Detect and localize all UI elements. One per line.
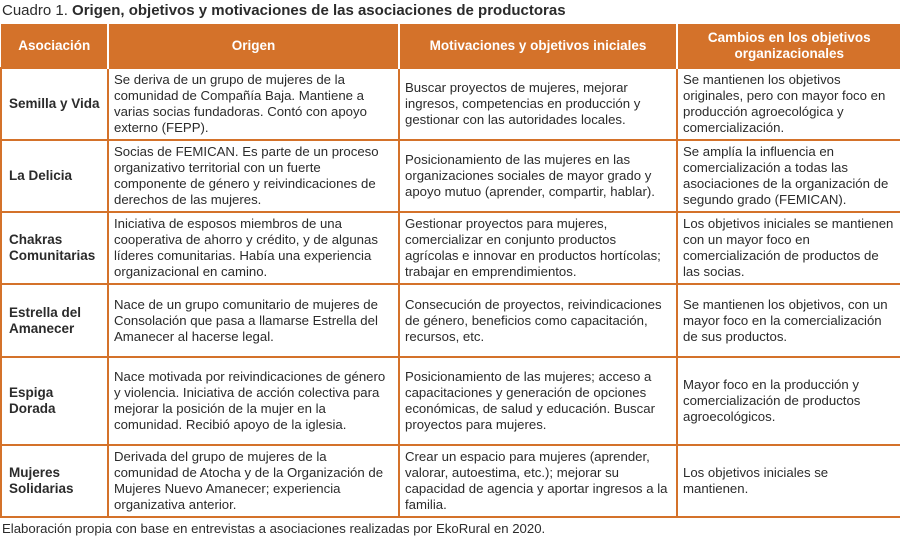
- cell-motivaciones: Buscar proyectos de mujeres, mejorar ingresos, competencias en producción y gestionar con las autoridades locales.: [399, 68, 677, 140]
- table-row: [1, 284, 900, 357]
- cell-asociacion: Mujeres Solidarias: [1, 445, 108, 517]
- header-origen: Origen: [108, 25, 399, 69]
- source-footnote: Elaboración propia con base en entrevistas a asociaciones realizadas por EkoRural en 2020.: [2, 521, 546, 536]
- cell-asociacion: Semilla y Vida: [1, 68, 108, 140]
- cell-cambios: Los objetivos iniciales se mantienen.: [677, 445, 900, 517]
- header-asociacion: Asociación: [1, 25, 108, 69]
- cell-origen: Socias de FEMICAN. Es parte de un proceso organizativo territorial con un fuerte componente de género y reivindicaciones de derechos de las mujeres.: [108, 140, 399, 212]
- table-header-row: [1, 25, 900, 69]
- caption-title: Origen, objetivos y motivaciones de las asociaciones de productoras: [72, 2, 566, 19]
- cell-motivaciones: Posicionamiento de las mujeres en las organizaciones sociales de mayor grado y apoyo mutuo (aprender, compartir, hablar).: [399, 140, 677, 212]
- cell-asociacion: Espiga Dorada: [1, 357, 108, 445]
- header-cambios: Cambios en los objetivos organizacionales: [677, 25, 900, 69]
- cell-motivaciones: Consecución de proyectos, reivindicaciones de género, beneficios como capacitación, recursos, etc.: [399, 284, 677, 357]
- associations-table: [0, 24, 900, 518]
- table-row: [1, 68, 900, 140]
- cell-asociacion: Estrella del Amanecer: [1, 284, 108, 357]
- cell-origen: Nace motivada por reivindicaciones de género y violencia. Iniciativa de acción colectiva para mejorar la posición de la mujer en la comunidad. Recibió apoyo de la iglesia.: [108, 357, 399, 445]
- cell-motivaciones: Crear un espacio para mujeres (aprender, valorar, autoestima, etc.); mejorar su capacidad de agencia y aportar ingresos a la familia.: [399, 445, 677, 517]
- table-caption: [2, 2, 566, 20]
- cell-origen: Derivada del grupo de mujeres de la comunidad de Atocha y de la Organización de Mujeres Nuevo Amanecer; experiencia organizativa anterior.: [108, 445, 399, 517]
- cell-cambios: Se mantienen los objetivos, con un mayor foco en la comercialización de sus productos.: [677, 284, 900, 357]
- table-row: [1, 357, 900, 445]
- cell-origen: Nace de un grupo comunitario de mujeres de Consolación que pasa a llamarse Estrella del Amanecer al hacerse legal.: [108, 284, 399, 357]
- cell-cambios: Los objetivos iniciales se mantienen con un mayor foco en comercialización de productos de las socias.: [677, 212, 900, 284]
- cell-origen: Iniciativa de esposos miembros de una cooperativa de ahorro y crédito, y de algunas líderes comunitarias. Había una experiencia organizacional en camino.: [108, 212, 399, 284]
- table-row: [1, 445, 900, 517]
- header-motivaciones: Motivaciones y objetivos iniciales: [399, 25, 677, 69]
- cell-cambios: Se mantienen los objetivos originales, pero con mayor foco en producción agroecológica y comercialización.: [677, 68, 900, 140]
- cell-asociacion: La Delicia: [1, 140, 108, 212]
- cell-origen: Se deriva de un grupo de mujeres de la comunidad de Compañía Baja. Mantiene a varias socias fundadoras. Contó con apoyo externo (FEPP).: [108, 68, 399, 140]
- table-row: [1, 140, 900, 212]
- cell-motivaciones: Gestionar proyectos para mujeres, comercializar en conjunto productos agrícolas e innovar en productos hortícolas; trabajar en emprendimientos.: [399, 212, 677, 284]
- caption-number: Cuadro 1.: [2, 2, 68, 19]
- table-row: [1, 212, 900, 284]
- cell-cambios: Se amplía la influencia en comercialización a todas las asociaciones de la organización de segundo grado (FEMICAN).: [677, 140, 900, 212]
- cell-cambios: Mayor foco en la producción y comercialización de productos agroecológicos.: [677, 357, 900, 445]
- cell-asociacion: Chakras Comunitarias: [1, 212, 108, 284]
- cell-motivaciones: Posicionamiento de las mujeres; acceso a capacitaciones y generación de opciones económicas, de salud y educación. Buscar proyectos para mujeres.: [399, 357, 677, 445]
